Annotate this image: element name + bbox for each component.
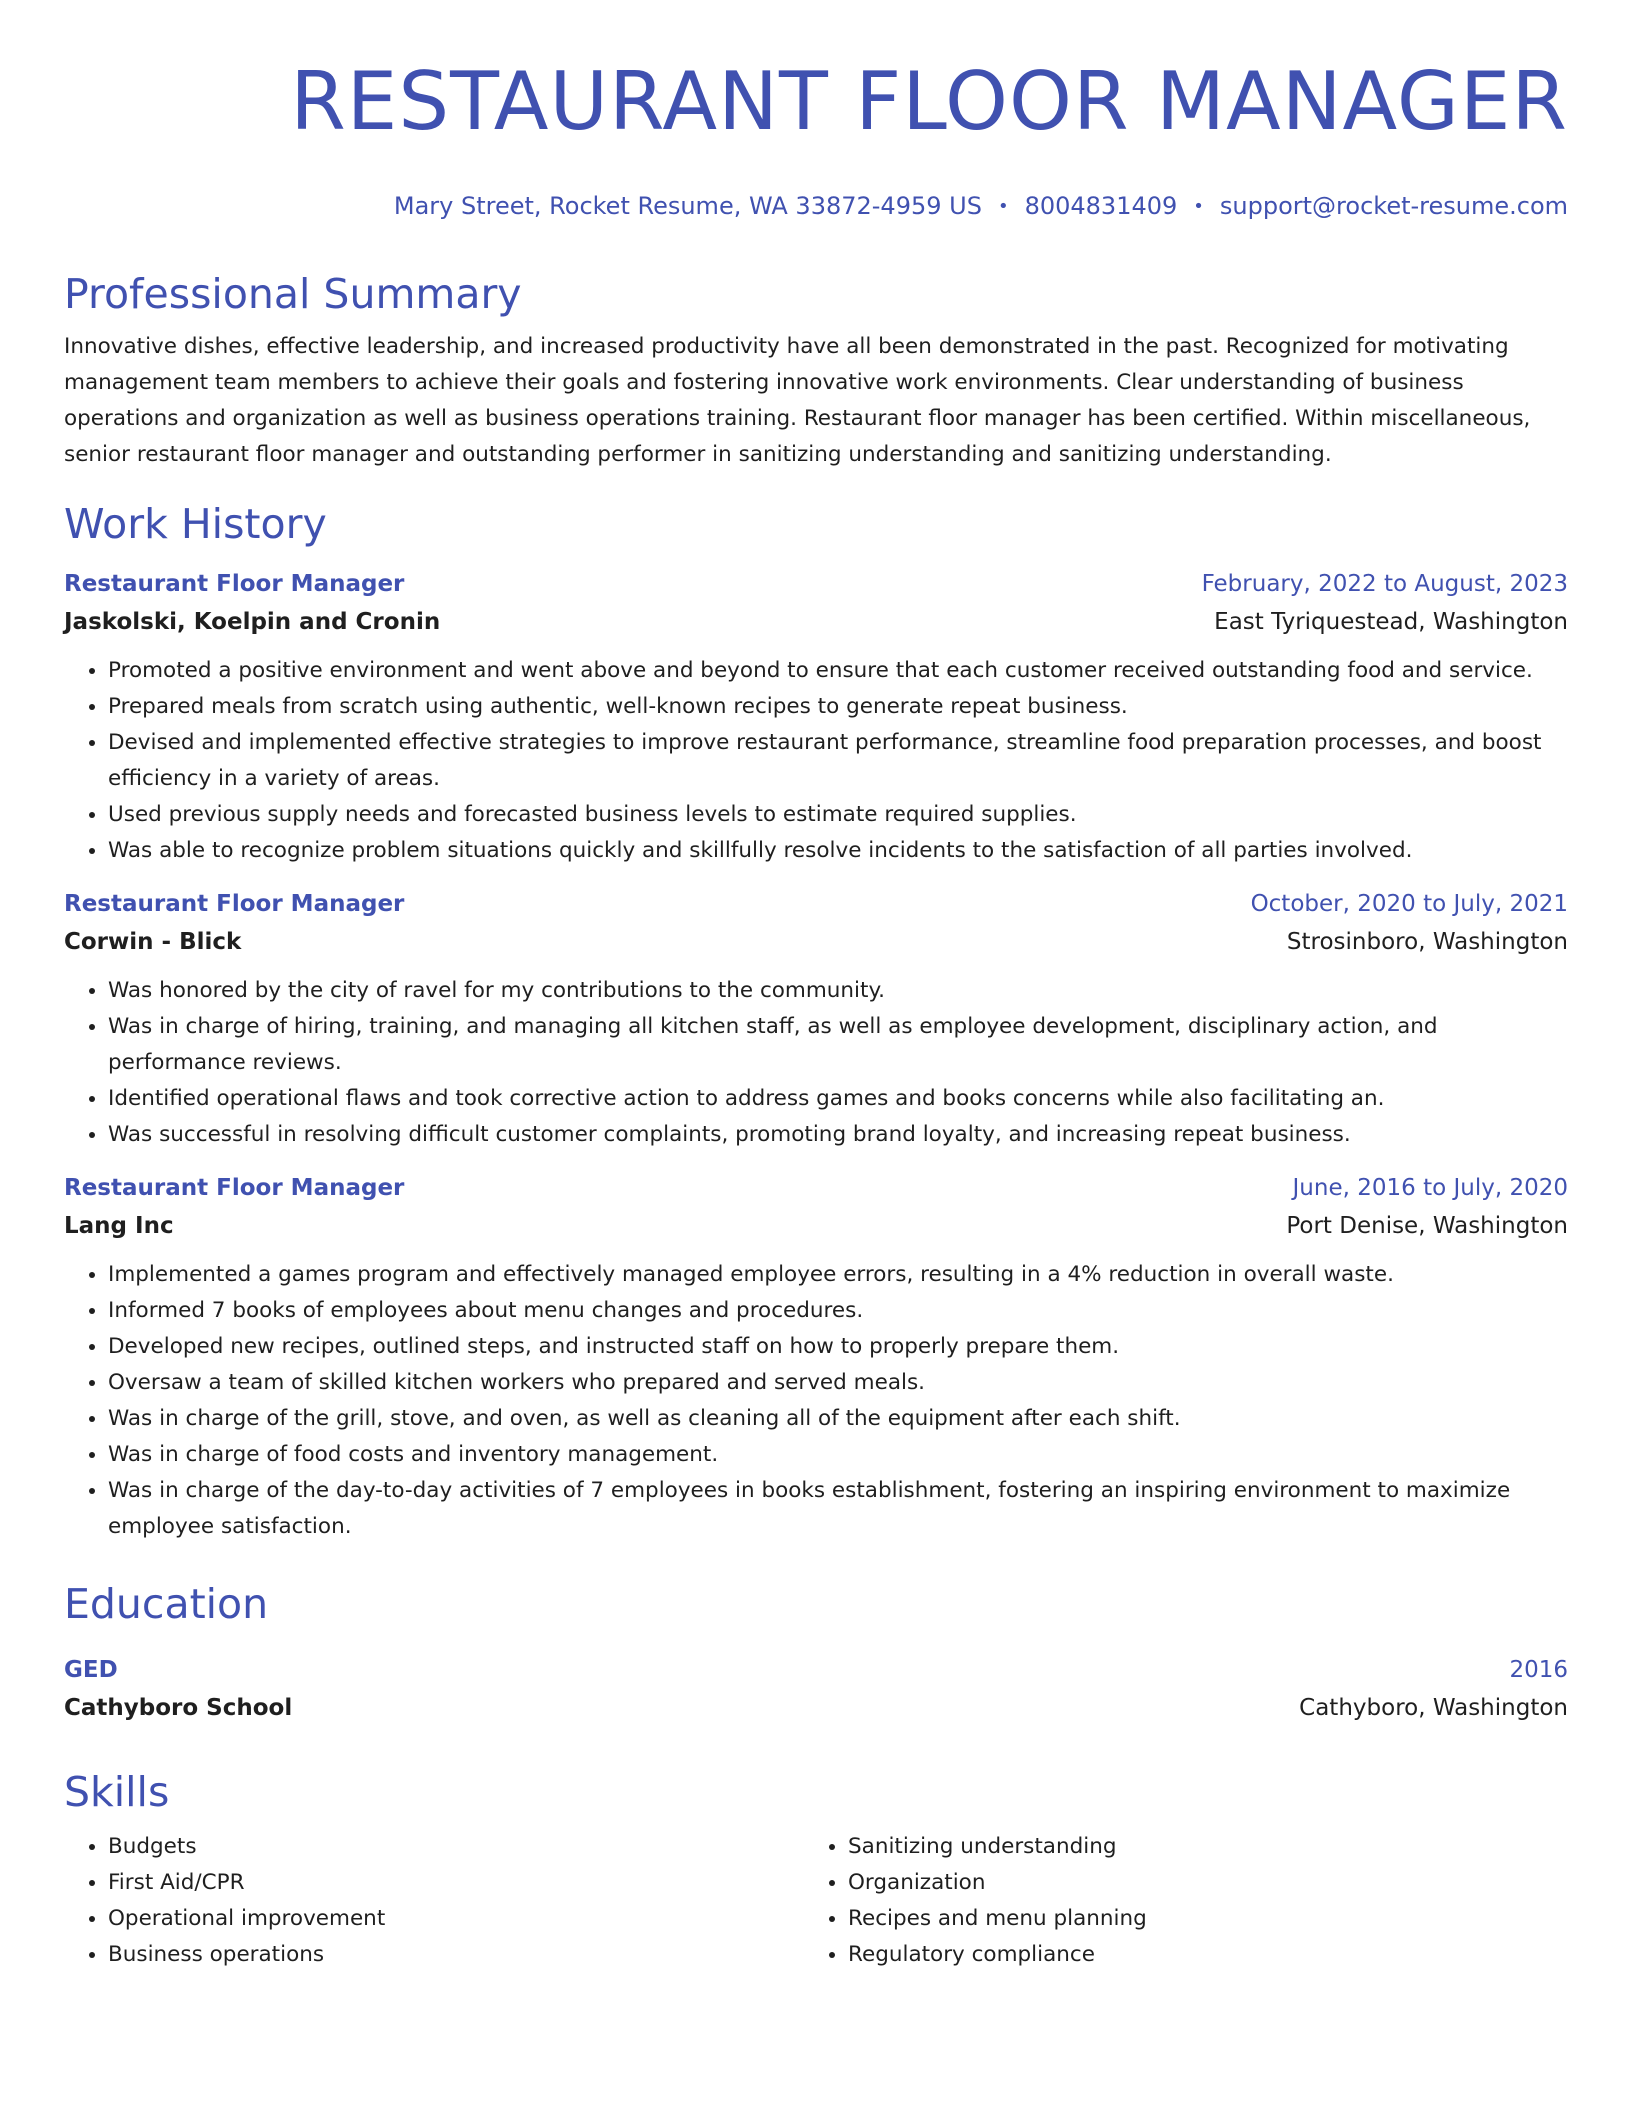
job-entry: [64, 885, 1568, 1153]
job-company: Corwin - Blick: [64, 929, 242, 955]
contact-email[interactable]: support@rocket-resume.com: [1219, 192, 1568, 220]
job-bullet: • Developed new recipes, outlined steps, and instructed staff on how to properly prepare them.: [108, 1329, 1568, 1365]
job-bullet: • Was in charge of the day-to-day activities of 7 employees in books establishment, fostering an inspiring environment to maximize employee satisfaction.: [108, 1473, 1568, 1545]
work-history-heading: Work History: [64, 500, 327, 548]
education-entry: [64, 1651, 1568, 1727]
job-bullets: [64, 973, 1568, 1153]
job-bullet: • Was successful in resolving difficult customer complaints, promoting brand loyalty, and increasing repeat business.: [108, 1117, 1568, 1153]
skill-item: • Recipes and menu planning: [848, 1901, 1544, 1937]
job-dates: October, 2020 to July, 2021: [1250, 891, 1568, 917]
job-bullet: • Informed 7 books of employees about menu changes and procedures.: [108, 1293, 1568, 1329]
skill-item: • Organization: [848, 1865, 1544, 1901]
job-bullet: • Was in charge of the grill, stove, and oven, as well as cleaning all of the equipment after each shift.: [108, 1401, 1568, 1437]
job-bullet: • Oversaw a team of skilled kitchen workers who prepared and served meals.: [108, 1365, 1568, 1401]
summary-text: Innovative dishes, effective leadership, and increased productivity have all been demonstrated in the past. Recognized for motivating management team members to achieve their goals and fostering innovative work environments. Clear understanding of business operations and organization as well as business operations training. Restaurant floor manager has been certified. Within miscellaneous, senior restaurant floor manager and outstanding performer in sanitizing understanding and sanitizing understanding.: [64, 334, 1531, 467]
skill-item: • Sanitizing understanding: [848, 1829, 1544, 1865]
contact-separator: •: [1193, 196, 1204, 217]
job-bullet: • Was in charge of hiring, training, and managing all kitchen staff, as well as employee development, disciplinary action, and performance reviews.: [108, 1009, 1568, 1081]
job-bullet: • Identified operational flaws and took corrective action to address games and books concerns while also facilitating an.: [108, 1081, 1568, 1117]
job-entry: [64, 565, 1568, 869]
job-bullet: • Prepared meals from scratch using authentic, well-known recipes to generate repeat business.: [108, 689, 1568, 725]
skills-column-right: [804, 1829, 1544, 1973]
job-row-bottom: [64, 923, 1568, 961]
job-company: Jaskolski, Koelpin and Cronin: [64, 609, 441, 635]
skill-item: • Operational improvement: [108, 1901, 804, 1937]
contact-phone: 8004831409: [1024, 192, 1178, 220]
job-bullets: [64, 1257, 1568, 1545]
job-bullet: • Devised and implemented effective strategies to improve restaurant performance, streamline food preparation processes, and boost efficiency in a variety of areas.: [108, 725, 1568, 797]
job-bullet: • Used previous supply needs and forecasted business levels to estimate required supplies.: [108, 797, 1568, 833]
resume-name: RESTAURANT FLOOR MANAGER: [290, 55, 1568, 148]
skill-item: • Budgets: [108, 1829, 804, 1865]
skill-item: • Business operations: [108, 1937, 804, 1973]
job-row-bottom: [64, 603, 1568, 641]
job-bullets: [64, 653, 1568, 869]
education-heading: Education: [64, 1580, 269, 1628]
job-bullet: • Was able to recognize problem situations quickly and skillfully resolve incidents to the satisfaction of all parties involved.: [108, 833, 1568, 869]
education-degree: GED: [64, 1657, 118, 1683]
job-bullet: • Promoted a positive environment and went above and beyond to ensure that each customer received outstanding food and service.: [108, 653, 1568, 689]
education-year: 2016: [1509, 1657, 1568, 1683]
job-row-top: [64, 885, 1568, 923]
job-title: Restaurant Floor Manager: [64, 571, 405, 597]
education-row-bottom: [64, 1689, 1568, 1727]
skills-columns: [64, 1829, 1568, 1973]
job-company: Lang Inc: [64, 1213, 174, 1239]
job-title: Restaurant Floor Manager: [64, 1175, 405, 1201]
skills-column-left: [64, 1829, 804, 1973]
job-row-top: [64, 1169, 1568, 1207]
skill-item: • First Aid/CPR: [108, 1865, 804, 1901]
job-location: Strosinboro, Washington: [1286, 929, 1568, 955]
education-school: Cathyboro School: [64, 1695, 293, 1721]
contact-line: [64, 190, 1568, 223]
job-bullet: • Was honored by the city of ravel for my contributions to the community.: [108, 973, 1568, 1009]
job-entry: [64, 1169, 1568, 1545]
job-row-top: [64, 565, 1568, 603]
education-row-top: [64, 1651, 1568, 1689]
job-bullet: • Was in charge of food costs and inventory management.: [108, 1437, 1568, 1473]
work-history-list: [64, 565, 1568, 1545]
contact-address: Mary Street, Rocket Resume, WA 33872-4959 US: [393, 192, 982, 220]
job-dates: June, 2016 to July, 2020: [1292, 1175, 1568, 1201]
job-row-bottom: [64, 1207, 1568, 1245]
job-bullet: • Implemented a games program and effectively managed employee errors, resulting in a 4% reduction in overall waste.: [108, 1257, 1568, 1293]
job-title: Restaurant Floor Manager: [64, 891, 405, 917]
skill-item: • Regulatory compliance: [848, 1937, 1544, 1973]
education-location: Cathyboro, Washington: [1299, 1695, 1568, 1721]
skills-heading: Skills: [64, 1768, 170, 1816]
summary-heading: Professional Summary: [64, 270, 522, 318]
contact-separator: •: [997, 196, 1009, 217]
job-location: East Tyriquestead, Washington: [1214, 609, 1568, 635]
job-location: Port Denise, Washington: [1286, 1213, 1568, 1239]
job-dates: February, 2022 to August, 2023: [1201, 571, 1568, 597]
